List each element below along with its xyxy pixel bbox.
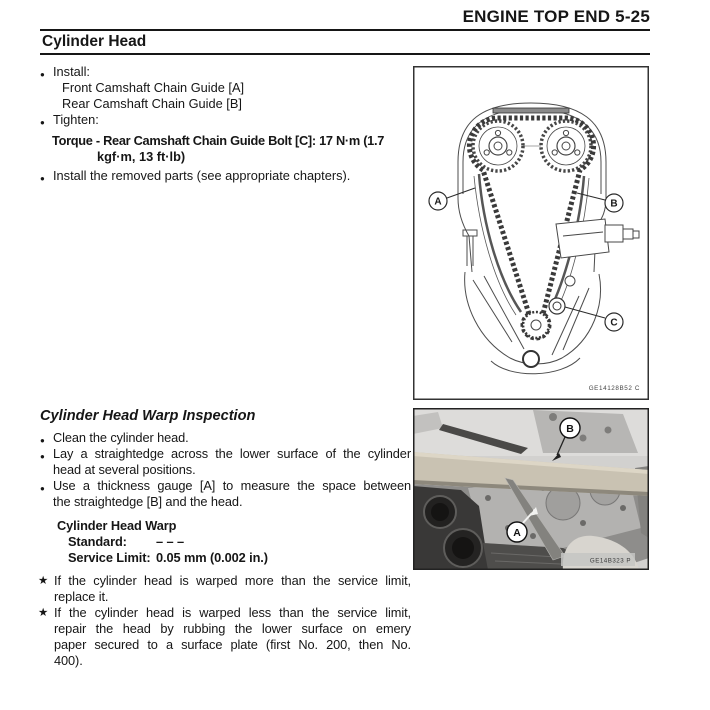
label-b: B bbox=[610, 198, 618, 210]
warp-step bbox=[40, 478, 411, 510]
warp-spec-block bbox=[57, 518, 411, 566]
section-title: Cylinder Head bbox=[42, 33, 147, 50]
install-procedure bbox=[40, 64, 412, 184]
warp-step-line: ● Use a thickness gauge [A] to measure the space between bbox=[53, 477, 411, 493]
warp-note bbox=[40, 573, 411, 605]
label-a: A bbox=[513, 527, 521, 539]
page-header: ENGINE TOP END 5-25 bbox=[462, 7, 650, 26]
label-a: A bbox=[434, 196, 442, 208]
guide-bolt bbox=[549, 298, 565, 314]
head-top-surface bbox=[533, 410, 638, 453]
torque-spec bbox=[52, 133, 412, 165]
figure1-id-code: GE14128B52 C bbox=[588, 385, 640, 392]
install-step: ● Install: bbox=[40, 64, 412, 80]
warp-note-line: ★ If the cylinder head is warped more than the service limit, bbox=[54, 573, 411, 589]
warp-inspection-section bbox=[40, 409, 411, 669]
warp-step bbox=[40, 446, 411, 478]
top-chain-guide-bar bbox=[493, 108, 569, 113]
figure2-id-code: GE14B323 P bbox=[589, 557, 631, 565]
warp-standard-row bbox=[68, 534, 411, 550]
warp-step-line: the straightedge [B] and the head. bbox=[53, 493, 243, 509]
install-item: Rear Camshaft Chain Guide [B] bbox=[62, 95, 242, 111]
install-item: Front Camshaft Chain Guide [A] bbox=[62, 79, 245, 95]
warp-note-line: replace it. bbox=[54, 589, 109, 605]
warp-spec-title: Cylinder Head Warp bbox=[57, 518, 177, 534]
torque-spec-line: Torque - Rear Camshaft Chain Guide Bolt [C]: 17 N·m (1.7 bbox=[52, 132, 385, 148]
warp-note bbox=[40, 605, 411, 669]
warp-note-line: ★ If the cylinder head is warped less than the service limit, bbox=[54, 604, 411, 620]
warp-service-limit-row bbox=[68, 550, 411, 566]
warp-note-line: 400). bbox=[54, 652, 83, 668]
warp-note-line: repair the head by rubbing the lower surface on emery bbox=[54, 620, 411, 636]
warp-note-line: paper secured to a surface plate (first No. 200, then No. bbox=[54, 636, 411, 652]
install-removed-parts-step: ● Install the removed parts (see appropriate chapters). bbox=[40, 168, 412, 184]
warp-step-line: head at several positions. bbox=[53, 461, 196, 477]
warp-photo bbox=[413, 408, 649, 570]
service-limit-value: 0.05 mm (0.002 in.) bbox=[156, 550, 268, 566]
standard-label: Standard: bbox=[68, 534, 127, 550]
service-limit-label: Service Limit: bbox=[68, 550, 151, 566]
camchain-diagram bbox=[413, 66, 649, 400]
warp-step-line: ● Lay a straightedge across the lower surface of the cylinder bbox=[53, 445, 411, 461]
label-c: C bbox=[610, 317, 618, 329]
label-b: B bbox=[566, 423, 574, 435]
standard-value: – – – bbox=[156, 534, 184, 550]
warp-step: ● Clean the cylinder head. bbox=[40, 430, 411, 446]
header-rule bbox=[40, 29, 650, 31]
warp-inspection-title: Cylinder Head Warp Inspection bbox=[40, 408, 256, 424]
section-rule bbox=[40, 53, 650, 55]
camchain-figure bbox=[413, 66, 649, 400]
warp-measurement-figure bbox=[413, 408, 649, 570]
torque-spec-line: kgf·m, 13 ft·lb) bbox=[97, 148, 186, 164]
tighten-step: ● Tighten: bbox=[40, 112, 412, 128]
